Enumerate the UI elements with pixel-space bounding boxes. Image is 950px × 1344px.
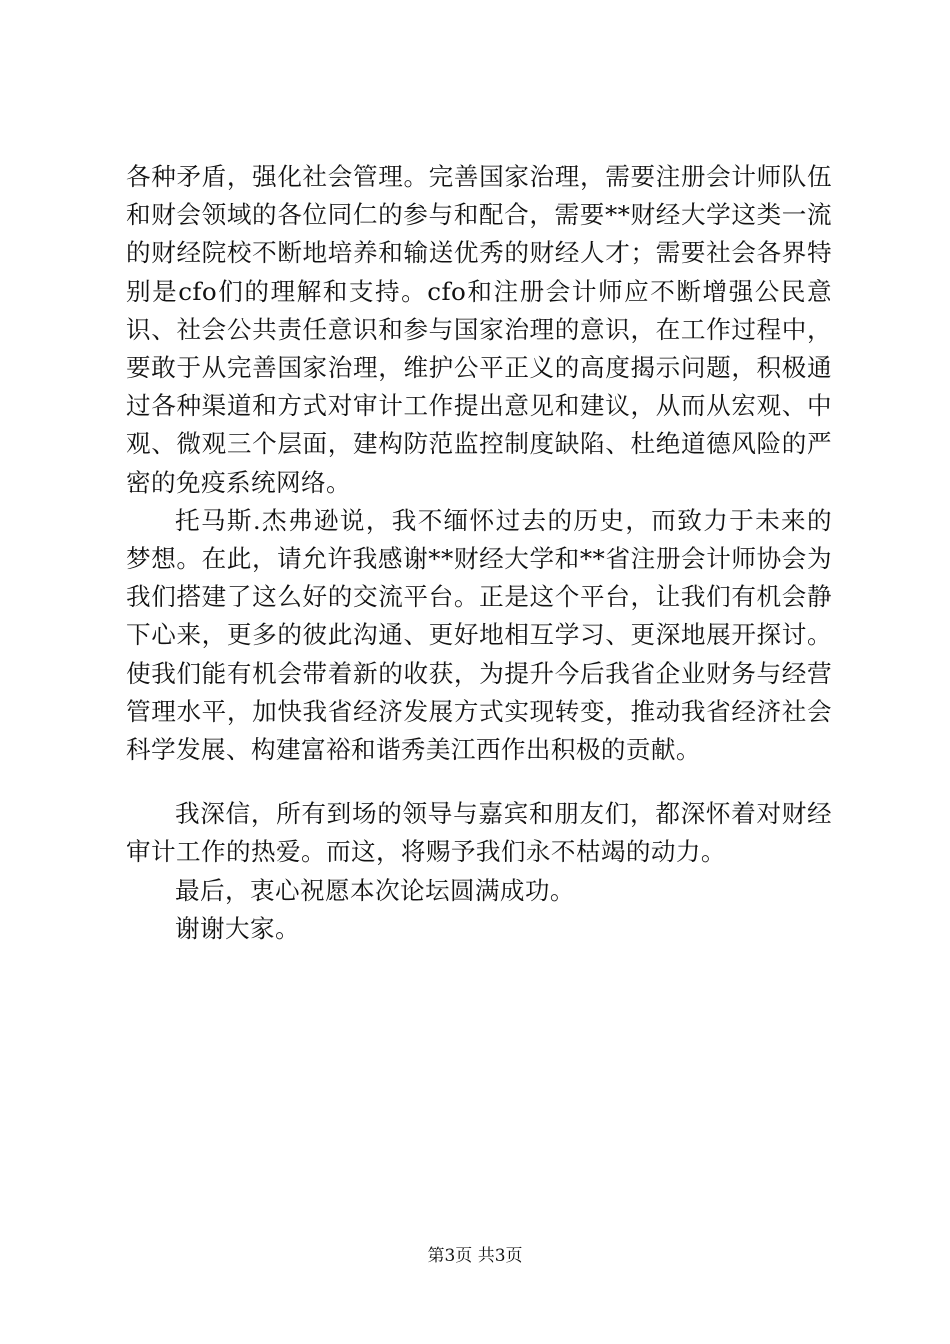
paragraph-thanks: 谢谢大家。 (175, 913, 300, 943)
paragraph-jefferson-quote: 托马斯.杰弗逊说，我不缅怀过去的历史，而致力于未来的梦想。在此，请允许我感谢**财经大学和**省注册会计师协会为我们搭建了这么好的交流平台。正是这个平台，让我们有机会静下心来，更多的彼此沟通、更好地相互学习、更深地展开探讨。使我们能有机会带着新的收获，为提升今后我省企业财务与经营管理水平，加快我省经济发展方式实现转变，推动我省经济社会科学发展、构建富裕和谐秀美江西作出积极的贡献。 (126, 505, 832, 765)
paragraph-belief: 我深信，所有到场的领导与嘉宾和朋友们，都深怀着对财经审计工作的热爱。而这，将赐予我们永不枯竭的动力。 (126, 799, 832, 867)
page-footer: 第3页 共3页 (427, 1246, 523, 1266)
paragraph-continuation: 各种矛盾，强化社会管理。完善国家治理，需要注册会计师队伍和财会领域的各位同仁的参与和配合，需要**财经大学这类一流的财经院校不断地培养和输送优秀的财经人才；需要社会各界特别是cfo们的理解和支持。cfo和注册会计师应不断增强公民意识、社会公共责任意识和参与国家治理的意识，在工作过程中，要敢于从完善国家治理，维护公平正义的高度揭示问题，积极通过各种渠道和方式对审计工作提出意见和建议，从而从宏观、中观、微观三个层面，建构防范监控制度缺陷、杜绝道德风险的严密的免疫系统网络。 (126, 162, 832, 497)
paragraph-wishes: 最后，衷心祝愿本次论坛圆满成功。 (175, 875, 575, 905)
document-body (126, 158, 832, 948)
